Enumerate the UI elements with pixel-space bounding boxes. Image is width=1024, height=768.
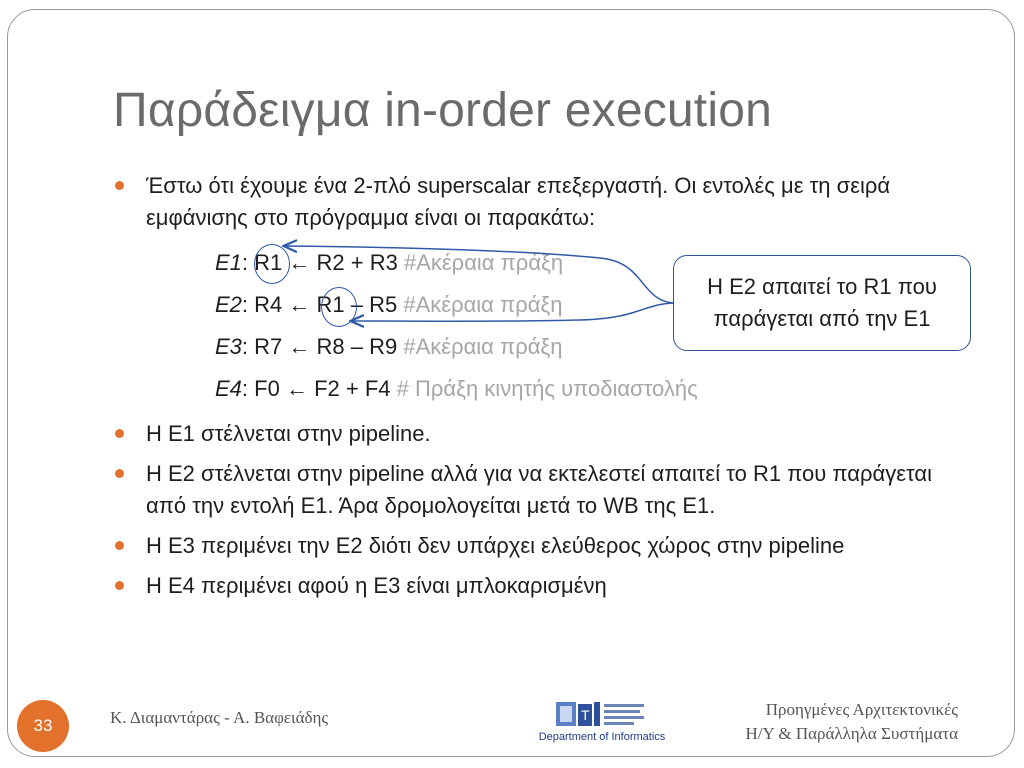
assign-arrow: ←	[282, 250, 317, 275]
assign-arrow: ←	[282, 334, 317, 359]
register-dest: R7	[254, 334, 283, 359]
register-src1: F2	[314, 376, 340, 401]
bullet-list-continued	[113, 418, 973, 610]
bullet-dot-icon	[115, 581, 124, 590]
instruction-label: E3	[215, 334, 242, 359]
register-src1: R8	[316, 334, 345, 359]
register-src2: R9	[369, 334, 398, 359]
logo-caption: Department of Informatics	[538, 731, 666, 743]
instruction-label: E2	[215, 292, 242, 317]
bullet-text: Η Ε3 περιμένει την Ε2 διότι δεν υπάρχει ελεύθερος χώρος στην pipeline	[146, 533, 845, 558]
arrow-to-e2-r1	[352, 303, 673, 321]
page-number-badge	[17, 700, 69, 752]
bullet-item	[113, 570, 973, 602]
bullet-text: Η Ε2 στέλνεται στην pipeline αλλά για να εκτελεστεί απαιτεί το R1 που παράγεται από την εντολή Ε1. Άρα δρομολογείται μετά το WB της Ε1.	[146, 461, 933, 518]
instruction-label: E1	[215, 250, 242, 275]
separator: :	[241, 334, 255, 359]
separator: :	[241, 292, 255, 317]
register-src2: F4	[364, 376, 391, 401]
assign-arrow: ←	[279, 376, 315, 401]
operator: –	[344, 292, 370, 317]
operator: +	[339, 376, 365, 401]
register-src1: R1	[316, 292, 345, 317]
footer-authors: Κ. Διαμαντάρας - Α. Βαφειάδης	[110, 708, 329, 727]
separator: :	[241, 250, 255, 275]
register-dest: R1	[254, 250, 283, 275]
operator: –	[344, 334, 370, 359]
register-dest: R4	[254, 292, 283, 317]
register-src1: R2	[316, 250, 345, 275]
separator: :	[241, 376, 255, 401]
register-dest: F0	[254, 376, 280, 401]
instruction-comment: #Ακέραια πράξη	[397, 250, 564, 275]
page-number: 33	[33, 716, 53, 735]
bullet-item	[113, 418, 973, 450]
register-src2: R3	[369, 250, 398, 275]
bullet-text: Έστω ότι έχουμε ένα 2-πλό superscalar επεξεργαστή. Οι εντολές με τη σειρά εμφάνισης στο πρόγραμμα είναι οι παρακάτω:	[146, 173, 891, 230]
bullet-text: Η Ε1 στέλνεται στην pipeline.	[146, 421, 431, 446]
instruction-comment: #Ακέραια πράξη	[397, 334, 563, 359]
instruction-label: E4	[215, 376, 242, 401]
bullet-dot-icon	[115, 541, 124, 550]
callout-text: Η Ε2 απαιτεί το R1 που παράγεται από την Ε1	[707, 274, 937, 331]
operator: +	[344, 250, 370, 275]
instruction-comment: # Πράξη κινητής υποδιαστολής	[390, 376, 698, 401]
register-src2: R5	[369, 292, 398, 317]
bullet-dot-icon	[115, 469, 124, 478]
svg-text:T: T	[581, 707, 590, 723]
slide-title: Παράδειγμα in-order execution	[113, 84, 773, 137]
arrow-to-e1-r1	[285, 246, 673, 303]
assign-arrow: ←	[282, 292, 317, 317]
footer-course-line2: Η/Υ & Παράλληλα Συστήματα	[745, 724, 958, 743]
instruction-comment: #Ακέραια πράξη	[397, 292, 563, 317]
footer-course	[745, 698, 958, 746]
bullet-text: Η Ε4 περιμένει αφού η Ε3 είναι μπλοκαρισμένη	[146, 573, 607, 598]
bullet-dot-icon	[115, 429, 124, 438]
footer-course-line1: Προηγμένες Αρχιτεκτονικές	[765, 700, 958, 719]
bullet-item	[113, 530, 973, 562]
bullet-item	[113, 458, 973, 522]
